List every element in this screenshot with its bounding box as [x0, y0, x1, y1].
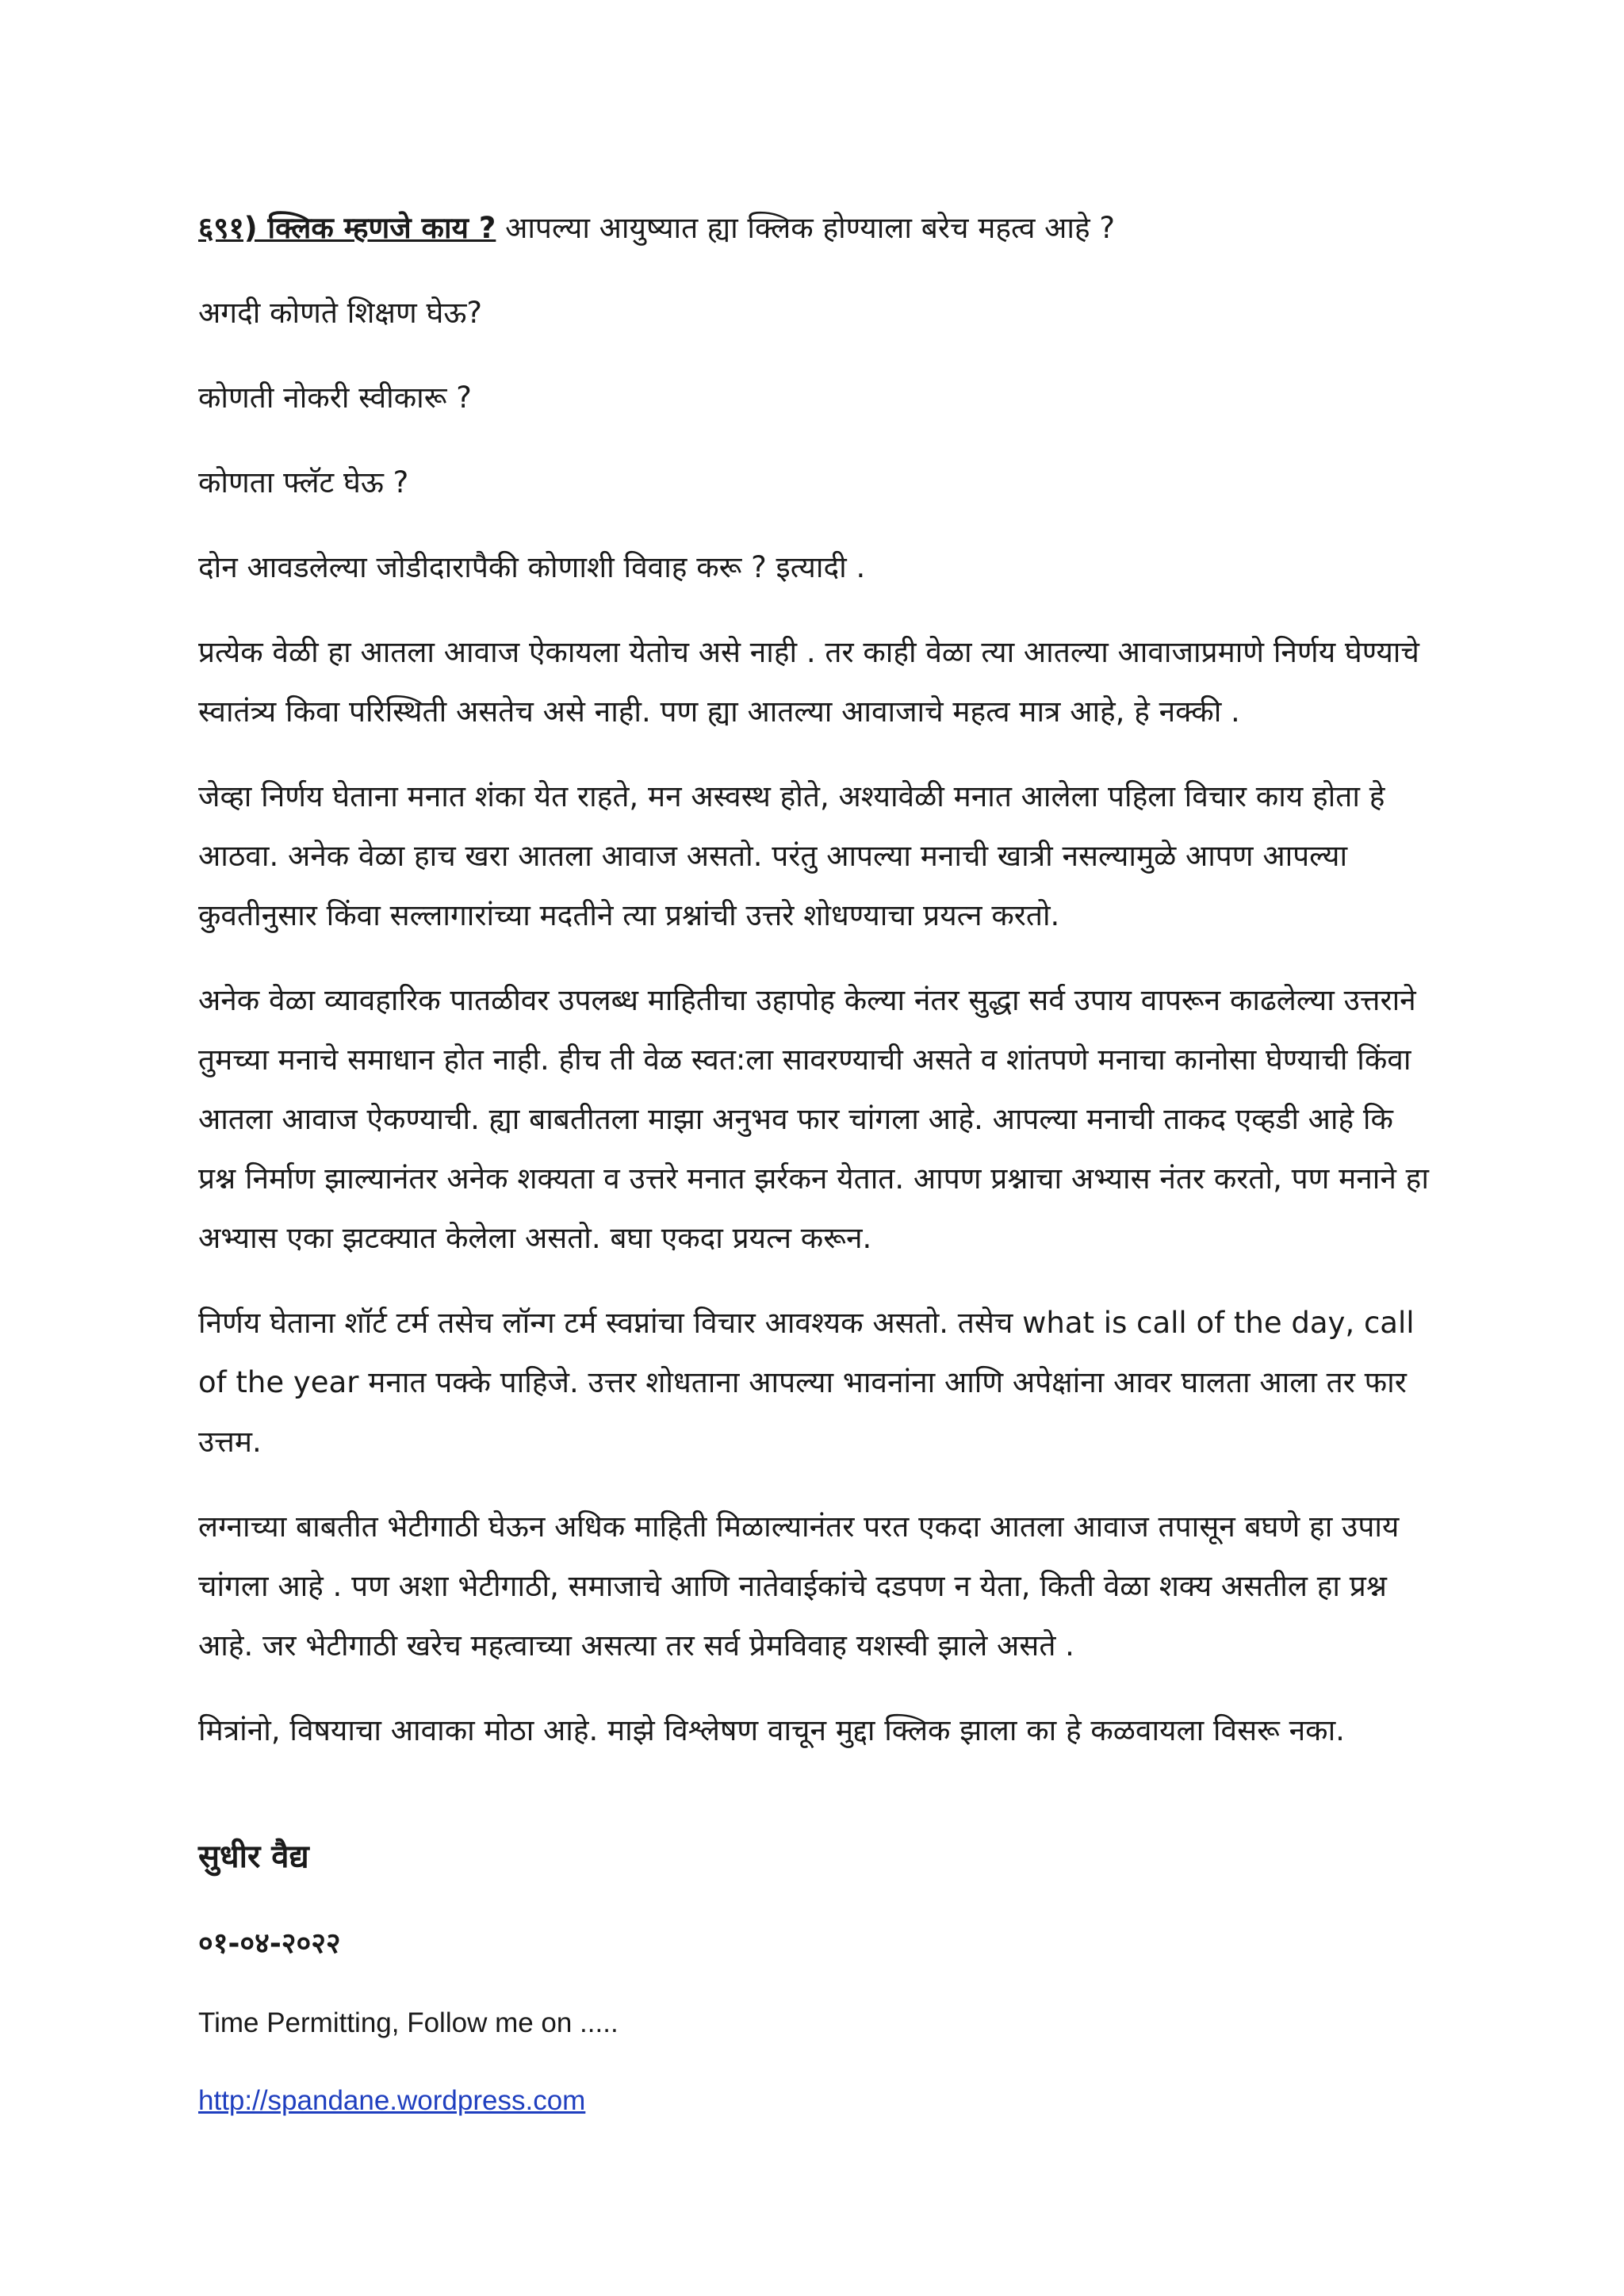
- question-education: अगदी कोणते शिक्षण घेऊ?: [198, 296, 483, 330]
- question-flat: कोणता फ्लॅट घेऊ ?: [198, 465, 409, 499]
- paragraph-mind-power: अनेक वेळा व्यावहारिक पातळीवर उपलब्ध माहितीचा उहापोह केल्या नंतर सुद्धा सर्व उपाय वापरून काढलेल्या उत्तराने तुमच्या मनाचे समाधान होत नाही. हीच ती वेळ स्वत:ला सावरण्याची असते व शांतपणे मनाचा कानोसा घेण्याची किंवा आतला आवाज ऐकण्याची. ह्या बाबतीतला माझा अनुभव फार चांगला आहे. आपल्या मनाची ताकद एव्हडी आहे कि प्रश्न निर्माण झाल्यानंतर अनेक शक्यता व उत्तरे मनात झर्रकन येतात. आपण प्रश्नाचा अभ्यास नंतर करतो, पण मनाने हा अभ्यास एका झटक्यात केलेला असतो. बघा एकदा प्रयत्न करून.: [198, 983, 1429, 1255]
- document-page: [198, 198, 1435, 2125]
- blog-link[interactable]: http://spandane.wordpress.com: [198, 2085, 586, 2116]
- publish-date: ०१-०४-२०२२: [198, 1927, 341, 1960]
- paragraph-short-long-term: निर्णय घेताना शॉर्ट टर्म तसेच लॉन्ग टर्म स्वप्नांचा विचार आवश्यक असतो. तसेच what is call of the day, call of the year मनात पक्के पाहिजे. उत्तर शोधताना आपल्या भावनांना आणि अपेक्षांना आवर घालता आला तर फार उत्तम.: [198, 1306, 1415, 1459]
- paragraph-inner-voice: प्रत्येक वेळी हा आतला आवाज ऐकायला येतोच असे नाही . तर काही वेळा त्या आतल्या आवाजाप्रमाणे निर्णय घेण्याचे स्वातंत्र्य किवा परिस्थिती असतेच असे नाही. पण ह्या आतल्या आवाजाचे महत्व मात्र आहे, हे नक्की .: [198, 635, 1419, 729]
- paragraph-marriage: लग्नाच्या बाबतीत भेटीगाठी घेऊन अधिक माहिती मिळाल्यानंतर परत एकदा आतला आवाज तपासून बघणे हा उपाय चांगला आहे . पण अशा भेटीगाठी, समाजाचे आणि नातेवाईकांचे दडपण न येता, किती वेळा शक्य असतील हा प्रश्न आहे. जर भेटीगाठी खरेच महत्वाच्या असत्या तर सर्व प्रेमविवाह यशस्वी झाले असते .: [198, 1510, 1400, 1663]
- heading-question: आपल्या आयुष्यात ह्या क्लिक होण्याला बरेच महत्व आहे ?: [496, 211, 1116, 245]
- follow-text: Time Permitting, Follow me on .....: [198, 2007, 619, 2038]
- author-name: सुधीर वैद्य: [198, 1839, 309, 1875]
- paragraph-first-thought: जेव्हा निर्णय घेताना मनात शंका येत राहते, मन अस्वस्थ होते, अश्यावेळी मनात आलेला पहिला विचार काय होता हे आठवा. अनेक वेळा हाच खरा आतला आवाज असतो. परंतु आपल्या मनाची खात्री नसल्यामुळे आपण आपल्या कुवतीनुसार किंवा सल्लागारांच्या मदतीने त्या प्रश्नांची उत्तरे शोधण्याचा प्रयत्न करतो.: [198, 779, 1385, 932]
- article-title: ६९१) क्लिक म्हणजे काय ?: [198, 211, 496, 245]
- paragraph-closing: मित्रांनो, विषयाचा आवाका मोठा आहे. माझे विश्लेषण वाचून मुद्दा क्लिक झाला का हे कळवायला विसरू नका.: [198, 1713, 1345, 1747]
- heading-line: [198, 198, 1435, 258]
- question-marriage: दोन आवडलेल्या जोडीदारापैकी कोणाशी विवाह करू ? इत्यादी .: [198, 550, 866, 584]
- question-job: कोणती नोकरी स्वीकारू ?: [198, 381, 472, 415]
